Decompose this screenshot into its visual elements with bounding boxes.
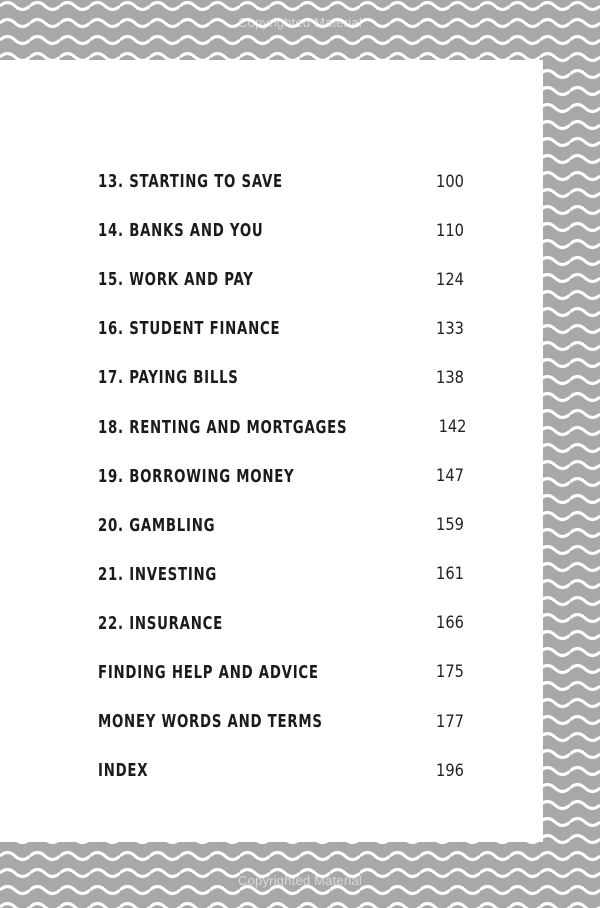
- toc-row: [98, 206, 470, 255]
- toc-title: 15. WORK AND PAY: [98, 269, 254, 291]
- toc-title: 21. INVESTING: [98, 563, 218, 585]
- toc-page-number: 110: [436, 220, 464, 241]
- toc-title: 14. BANKS AND YOU: [98, 220, 264, 242]
- table-of-contents: [98, 157, 470, 795]
- watermark-top: Copyrighted Material: [238, 15, 362, 30]
- toc-title: FINDING HELP AND ADVICE: [98, 661, 319, 683]
- toc-title: 19. BORROWING MONEY: [98, 465, 295, 487]
- toc-page-number: 175: [436, 662, 464, 683]
- toc-row: [98, 452, 470, 501]
- toc-page-number: 100: [436, 171, 464, 192]
- toc-row: [98, 648, 470, 697]
- watermark-bottom: Copyrighted Material: [238, 873, 362, 888]
- toc-title: 22. INSURANCE: [98, 612, 223, 634]
- toc-title: 17. PAYING BILLS: [98, 367, 239, 389]
- toc-page-number: 161: [436, 564, 464, 585]
- toc-page-number: 138: [436, 367, 464, 388]
- toc-row: [98, 402, 470, 451]
- toc-page-number: 142: [438, 417, 467, 438]
- toc-row: [98, 304, 470, 353]
- toc-page-number: 147: [436, 466, 464, 487]
- toc-title: 20. GAMBLING: [98, 514, 216, 536]
- toc-page-number: 133: [436, 318, 464, 339]
- toc-row: [98, 746, 470, 795]
- toc-title: 18. RENTING AND MORTGAGES: [98, 416, 348, 438]
- toc-title: INDEX: [98, 760, 149, 782]
- toc-row: [98, 501, 470, 550]
- toc-row: [98, 599, 470, 648]
- toc-row: [98, 353, 470, 402]
- toc-row: [98, 255, 470, 304]
- toc-page-number: 159: [436, 515, 464, 536]
- toc-title: 16. STUDENT FINANCE: [98, 318, 281, 340]
- contents-page: [0, 60, 543, 842]
- toc-row: [98, 550, 470, 599]
- toc-row: [98, 697, 470, 746]
- toc-row: [98, 157, 470, 206]
- toc-page-number: 124: [436, 269, 464, 290]
- toc-page-number: 196: [436, 760, 464, 781]
- toc-title: MONEY WORDS AND TERMS: [98, 711, 323, 733]
- toc-page-number: 177: [436, 711, 464, 732]
- toc-title: 13. STARTING TO SAVE: [98, 171, 283, 193]
- toc-page-number: 166: [436, 613, 464, 634]
